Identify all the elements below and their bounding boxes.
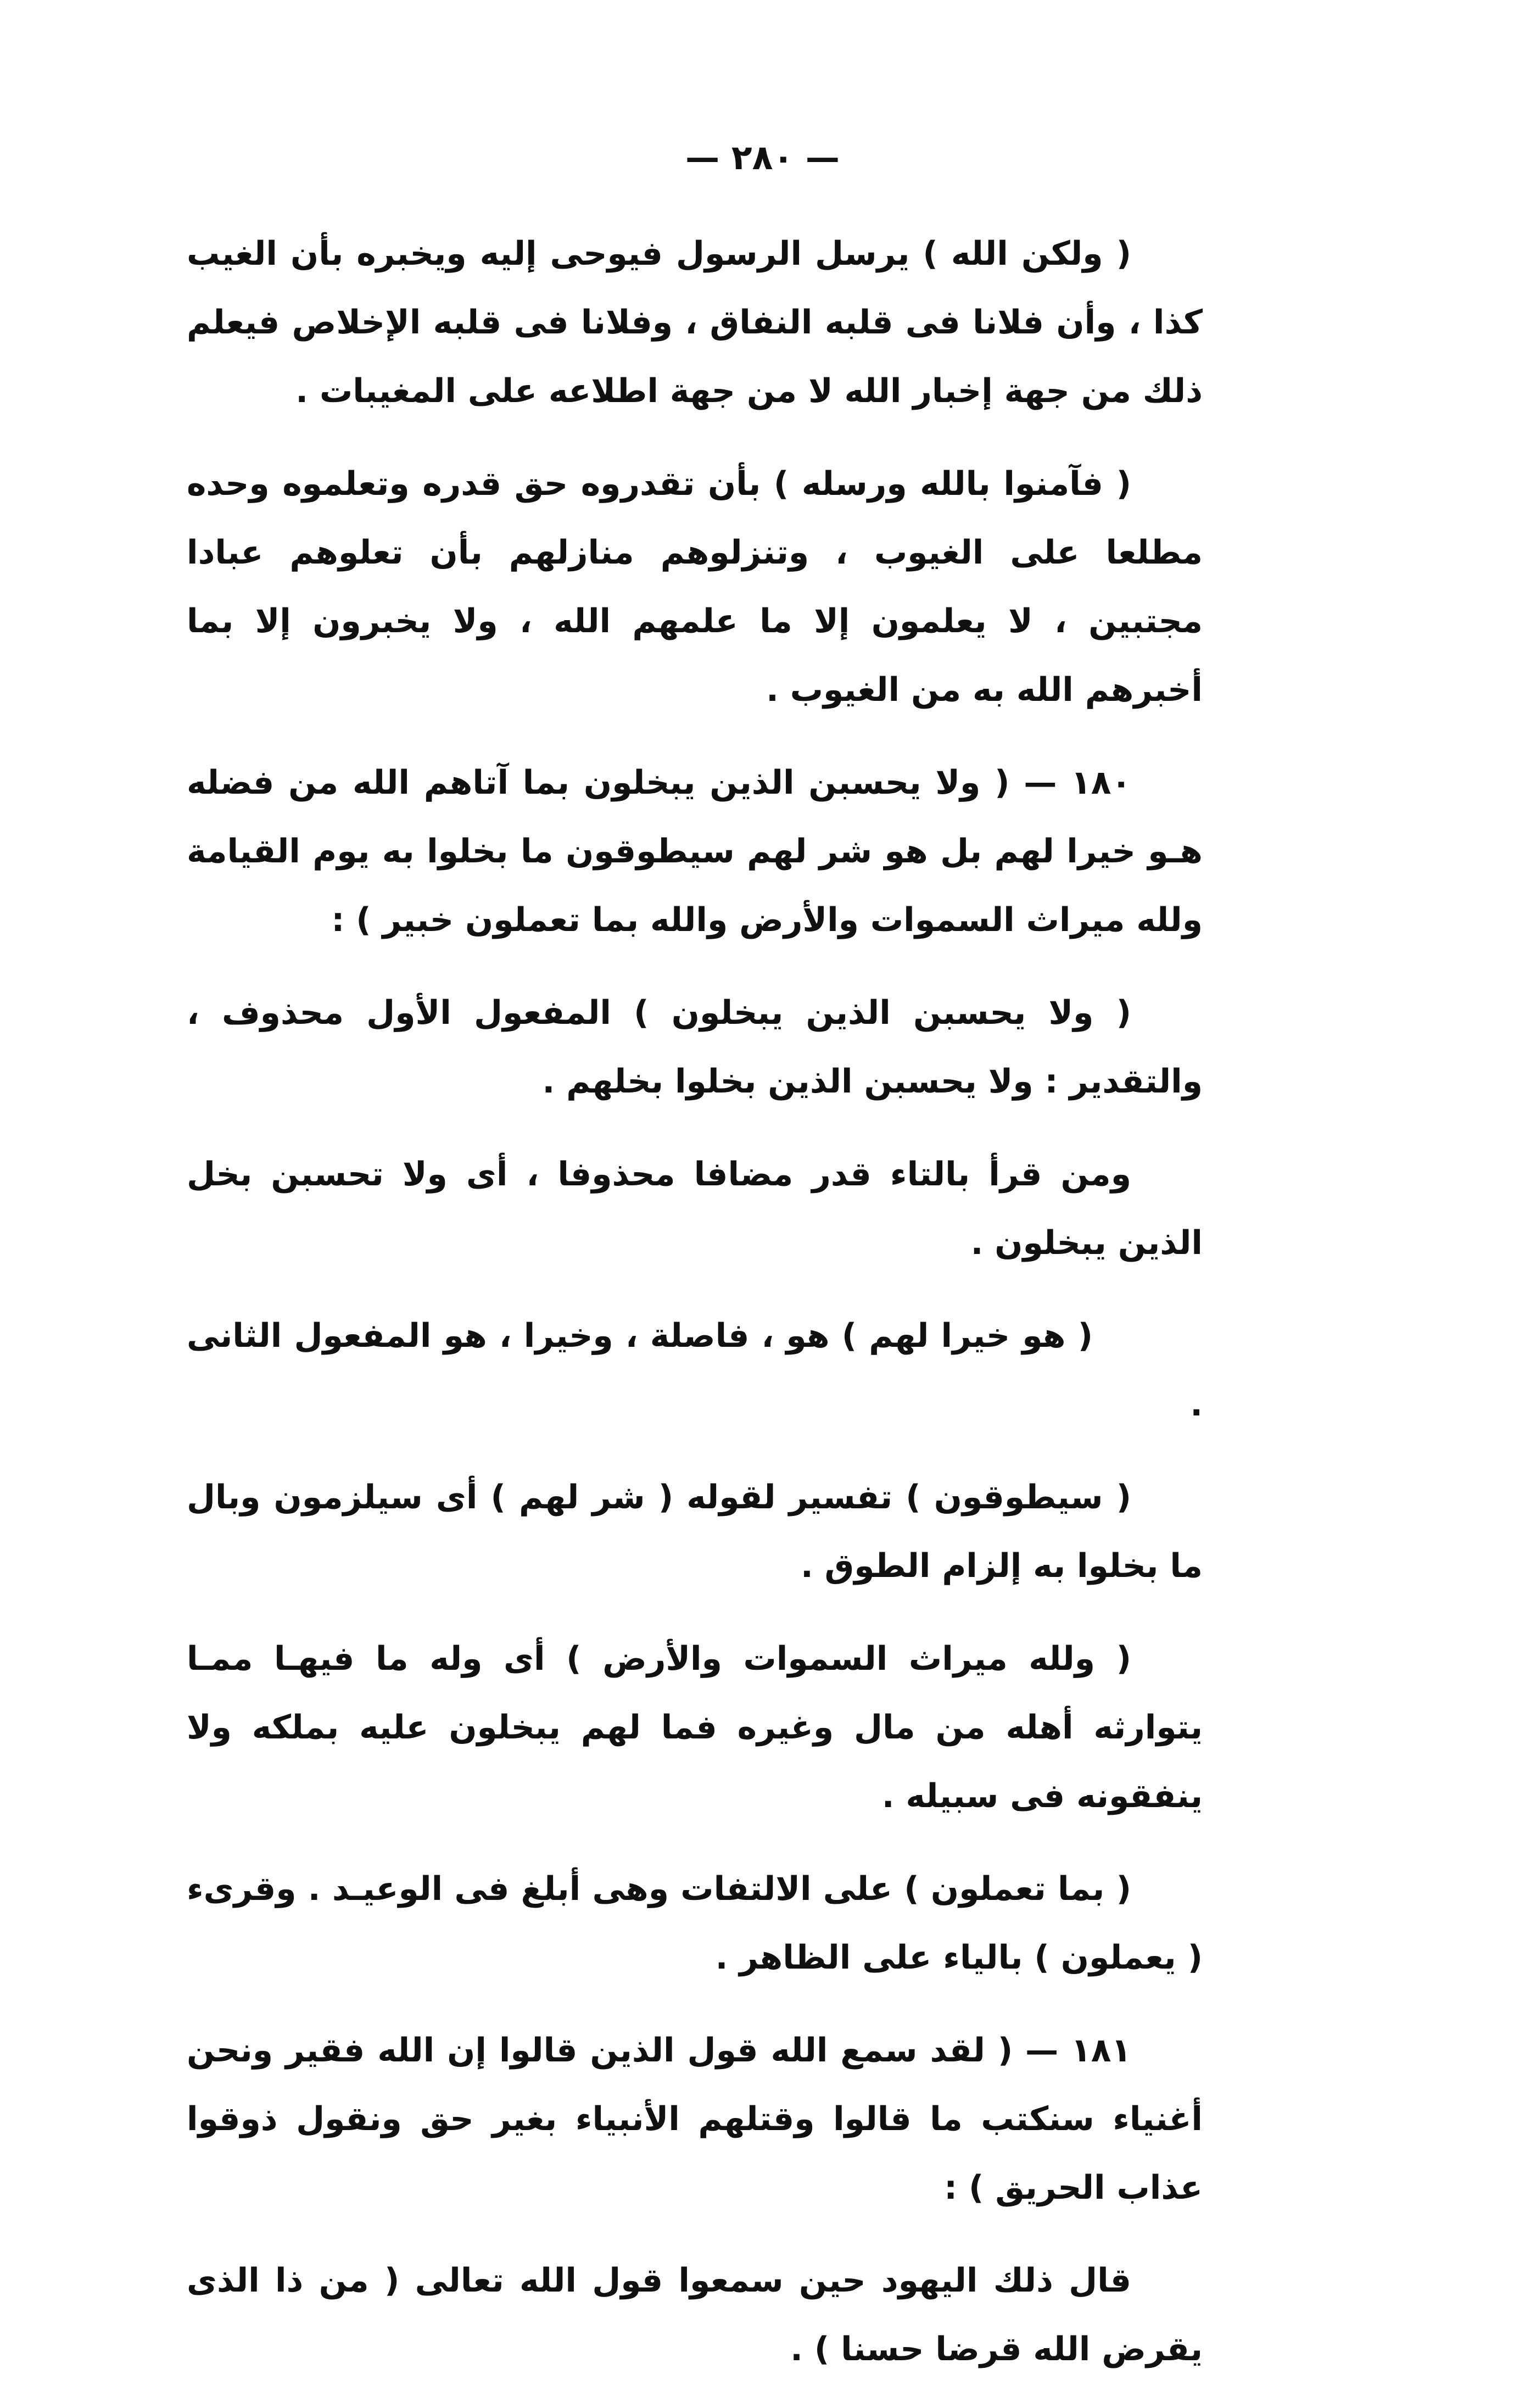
paragraph-4: ( ولا يحسبن الذين يبخلون ) المفعول الأول محذوف ، والتقدير : ولا يحسبن الذين بخلوا بخلهم .: [187, 994, 1203, 1101]
paragraph-2: ( فآمنوا بالله ورسله ) بأن تقدروه حق قدره وتعلموه وحده مطلعا على الغيوب ، وتنزلوهم منازلهم بأن تعلوهم عبادا مجتبين ، لا يعلمون إلا ما علمهم الله ، ولا يخبرون إلا بما أخبرهم الله به من الغيوب .: [187, 465, 1203, 709]
paragraph-8: ( ولله ميراث السموات والأرض ) أى وله ما فيهـا ممـا يتوارثه أهله من مال وغيره فما لهم يبخلون عليه بملكه ولا ينفقونه فى سبيله .: [187, 1640, 1203, 1815]
paragraph-9: ( بما تعملون ) على الالتفات وهى أبلغ فى الوعيـد . وقرىء ( يعملون ) بالياء على الظاهر .: [187, 1870, 1203, 1977]
paragraph-5: ومن قرأ بالتاء قدر مضافا محذوفا ، أى ولا تحسبن بخل الذين يبخلون .: [187, 1155, 1203, 1262]
paragraph-1: ( ولكن الله ) يرسل الرسول فيوحى إليه ويخبره بأن الغيب كذا ، وأن فلانا فى قلبه النفاق ، وفلانا فى قلبه الإخلاص فيعلم ذلك من جهة إخبار الله لا من جهة اطلاعه على المغيبات .: [187, 235, 1203, 410]
paragraph-10: ١٨١ — ( لقد سمع الله قول الذين قالوا إن الله فقير ونحن أغنياء سنكتب ما قالوا وقتلهم الأنبياء بغير حق ونقول ذوقوا عذاب الحريق ) :: [187, 2031, 1203, 2207]
page-number: — ٢٨٠ —: [685, 137, 840, 177]
paragraph-11: قال ذلك اليهود حين سمعوا قول الله تعالى ( من ذا الذى يقرض الله قرضا حسنا ) .: [187, 2261, 1203, 2368]
body-text: [187, 220, 1203, 2408]
paragraph-3: ١٨٠ — ( ولا يحسبن الذين يبخلون بما آتاهم الله من فضله هـو خيرا لهم بل هو شر لهم سيطوقون ما بخلوا به يوم القيامة ولله ميراث السموات والأرض والله بما تعملون خبير ) :: [187, 763, 1203, 939]
paragraph-7: ( سيطوقون ) تفسير لقوله ( شر لهم ) أى سيلزمون وبال ما بخلوا به إلزام الطوق .: [187, 1478, 1203, 1585]
paragraph-6: ( هو خيرا لهم ) هو ، فاصلة ، وخيرا ، هو المفعول الثانى .: [187, 1317, 1203, 1424]
